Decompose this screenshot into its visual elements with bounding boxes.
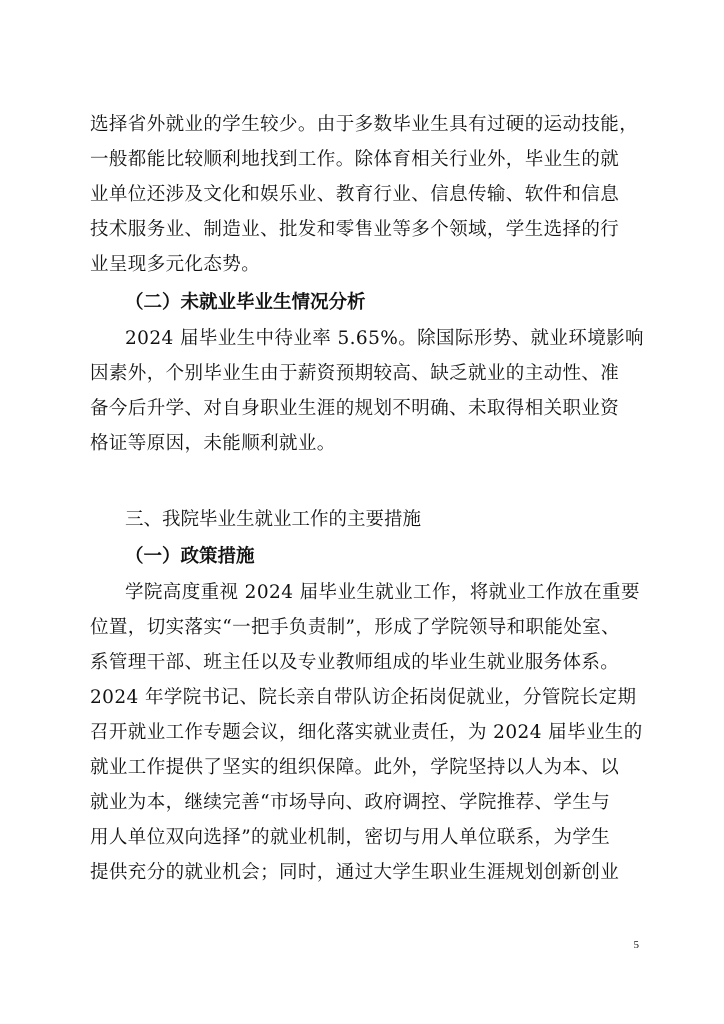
paragraph-line: 就业为本，继续完善“市场导向、政府调控、学院推荐、学生与 [90, 792, 611, 813]
paragraph-line: 技术服务业、制造业、批发和零售业等多个领域，学生选择的行 [90, 219, 620, 240]
page-number: 5 [633, 939, 639, 951]
paragraph-line: 学院高度重视 2024 届毕业生就业工作，将就业工作放在重要 [125, 582, 640, 603]
paragraph-line: 备今后升学、对自身职业生涯的规划不明确、未取得相关职业资 [90, 398, 620, 419]
paragraph-line: 因素外，个别毕业生由于薪资预期较高、缺乏就业的主动性、准 [90, 363, 620, 384]
paragraph-line: 2024 年学院书记、院长亲自带队访企拓岗促就业，分管院长定期 [90, 687, 637, 708]
subheading-unemployed-analysis: （二）未就业毕业生情况分析 [125, 292, 366, 313]
paragraph-line: 系管理干部、班主任以及专业教师组成的毕业生就业服务体系。 [90, 652, 620, 673]
paragraph-line: 格证等原因，未能顺利就业。 [90, 433, 336, 454]
section-heading-main-measures: 三、我院毕业生就业工作的主要措施 [125, 509, 422, 530]
paragraph-line: 提供充分的就业机会；同时，通过大学生职业生涯规划创新创业 [90, 862, 620, 883]
paragraph-line: 业呈现多元化态势。 [90, 254, 261, 275]
paragraph-line: 召开就业工作专题会议，细化落实就业责任，为 2024 届毕业生的 [90, 722, 643, 743]
paragraph-line: 2024 届毕业生中待业率 5.65%。除国际形势、就业环境影响 [125, 328, 644, 349]
subheading-policy-measures: （一）政策措施 [125, 546, 255, 567]
paragraph-line: 选择省外就业的学生较少。由于多数毕业生具有过硬的运动技能， [90, 114, 639, 135]
paragraph-line: 用人单位双向选择”的就业机制，密切与用人单位联系，为学生 [90, 827, 611, 848]
paragraph-line: 就业工作提供了坚实的组织保障。此外，学院坚持以人为本、以 [90, 757, 620, 778]
paragraph-line: 一般都能比较顺利地找到工作。除体育相关行业外，毕业生的就 [90, 149, 620, 170]
paragraph-line: 业单位还涉及文化和娱乐业、教育行业、信息传输、软件和信息 [90, 184, 620, 205]
paragraph-line: 位置，切实落实“一把手负责制”，形成了学院领导和职能处室、 [90, 617, 621, 638]
